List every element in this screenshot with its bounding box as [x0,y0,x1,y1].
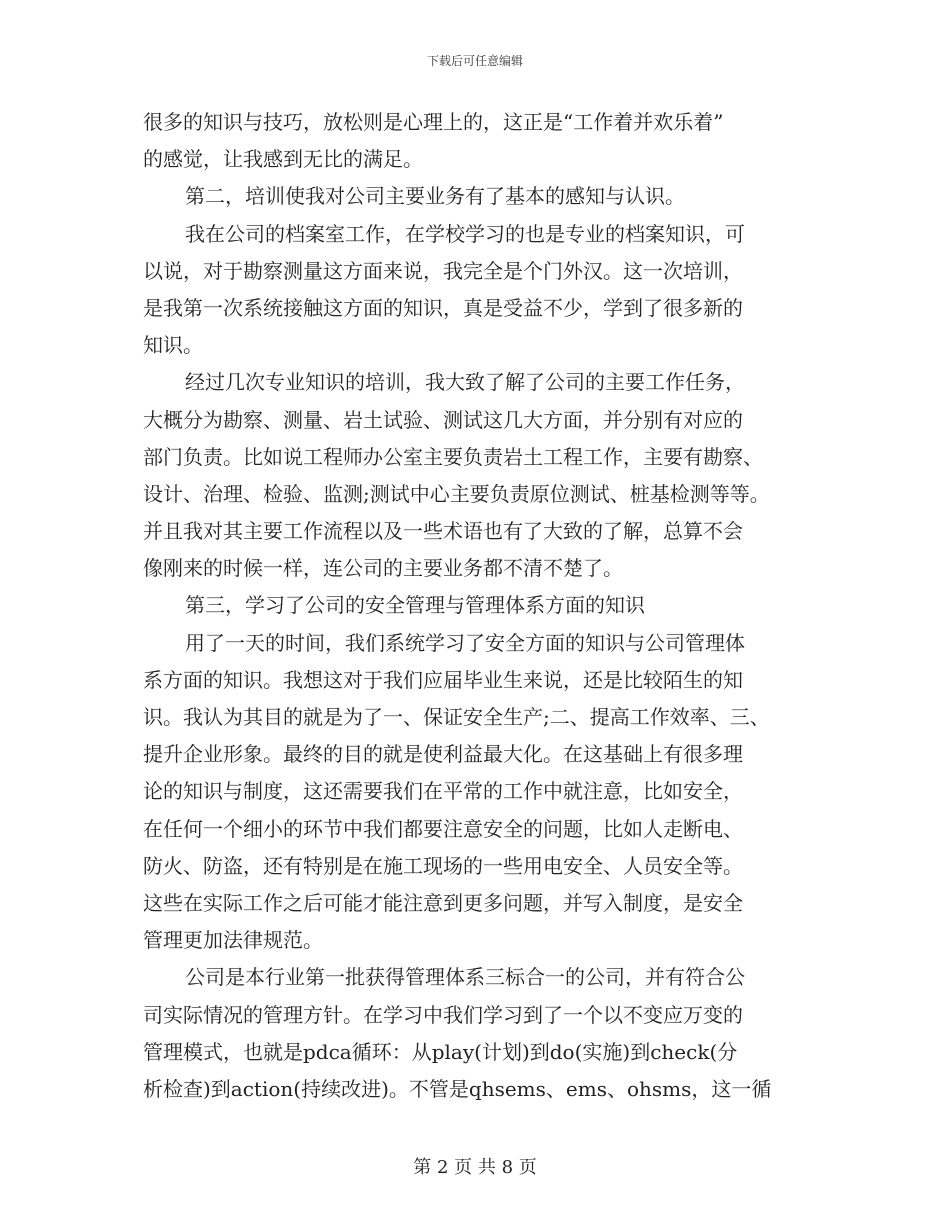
text-line: 并且我对其主要工作流程以及一些术语也有了大致的了解，总算不会 [143,519,743,544]
text-line: 像刚来的时候一样，连公司的主要业务都不清不楚了。 [143,556,623,581]
text-line: 以说，对于勘察测量这方面来说，我完全是个门外汉。这一次培训， [143,258,743,283]
text-line: 是我第一次系统接触这方面的知识，真是受益不少，学到了很多新的 [143,295,743,320]
text-line: 我在公司的档案室工作，在学校学习的也是专业的档案知识，可 [185,221,745,246]
text-line: 系方面的知识。我想这对于我们应届毕业生来说，还是比较陌生的知 [143,667,743,692]
text-line: 第三，学习了公司的安全管理与管理体系方面的知识 [185,593,645,618]
text-line: 知识。 [143,333,203,358]
text-line: 经过几次专业知识的培训，我大致了解了公司的主要工作任务， [185,370,745,395]
text-line: 在任何一个细小的环节中我们都要注意安全的问题，比如人走断电、 [143,816,743,841]
text-line: 提升企业形象。最终的目的就是使利益最大化。在这基础上有很多理 [143,742,743,767]
text-line: 识。我认为其目的就是为了一、保证安全生产;二、提高工作效率、三、 [143,705,770,729]
text-line: 析检查)到action(持续改进)。不管是qhsems、ems、ohsms，这一循 [143,1076,772,1101]
text-line: 用了一天的时间，我们系统学习了安全方面的知识与公司管理体 [185,630,745,655]
text-line: 管理更加法律规范。 [143,928,323,953]
text-line: 大概分为勘察、测量、岩土试验、测试这几大方面，并分别有对应的 [143,407,743,432]
text-line: 公司是本行业第一批获得管理体系三标合一的公司，并有符合公 [185,965,745,990]
text-line: 司实际情况的管理方针。在学习中我们学习到了一个以不变应万变的 [143,1002,743,1027]
text-line: 管理模式，也就是pdca循环：从play(计划)到do(实施)到check(分 [143,1039,738,1064]
text-line: 很多的知识与技巧，放松则是心理上的，这正是“工作着并欢乐着” [143,110,724,134]
text-line: 第二，培训使我对公司主要业务有了基本的感知与认识。 [185,184,685,209]
text-line: 论的知识与制度，这还需要我们在平常的工作中就注意，比如安全， [143,779,743,804]
text-line: 部门负责。比如说工程师办公室主要负责岩土工程工作，主要有勘察、 [143,444,763,469]
text-line: 这些在实际工作之后可能才能注意到更多问题，并写入制度，是安全 [143,890,743,915]
page-footer: 第 2 页 共 8 页 [413,1157,537,1178]
text-line: 设计、治理、检验、监测;测试中心主要负责原位测试、桩基检测等等。 [143,481,770,506]
text-line: 的感觉，让我感到无比的满足。 [143,147,423,172]
page-header: 下载后可任意编辑 [426,54,523,68]
document-body [143,104,803,1108]
text-line: 防火、防盗，还有特别是在施工现场的一些用电安全、人员安全等。 [143,853,743,878]
